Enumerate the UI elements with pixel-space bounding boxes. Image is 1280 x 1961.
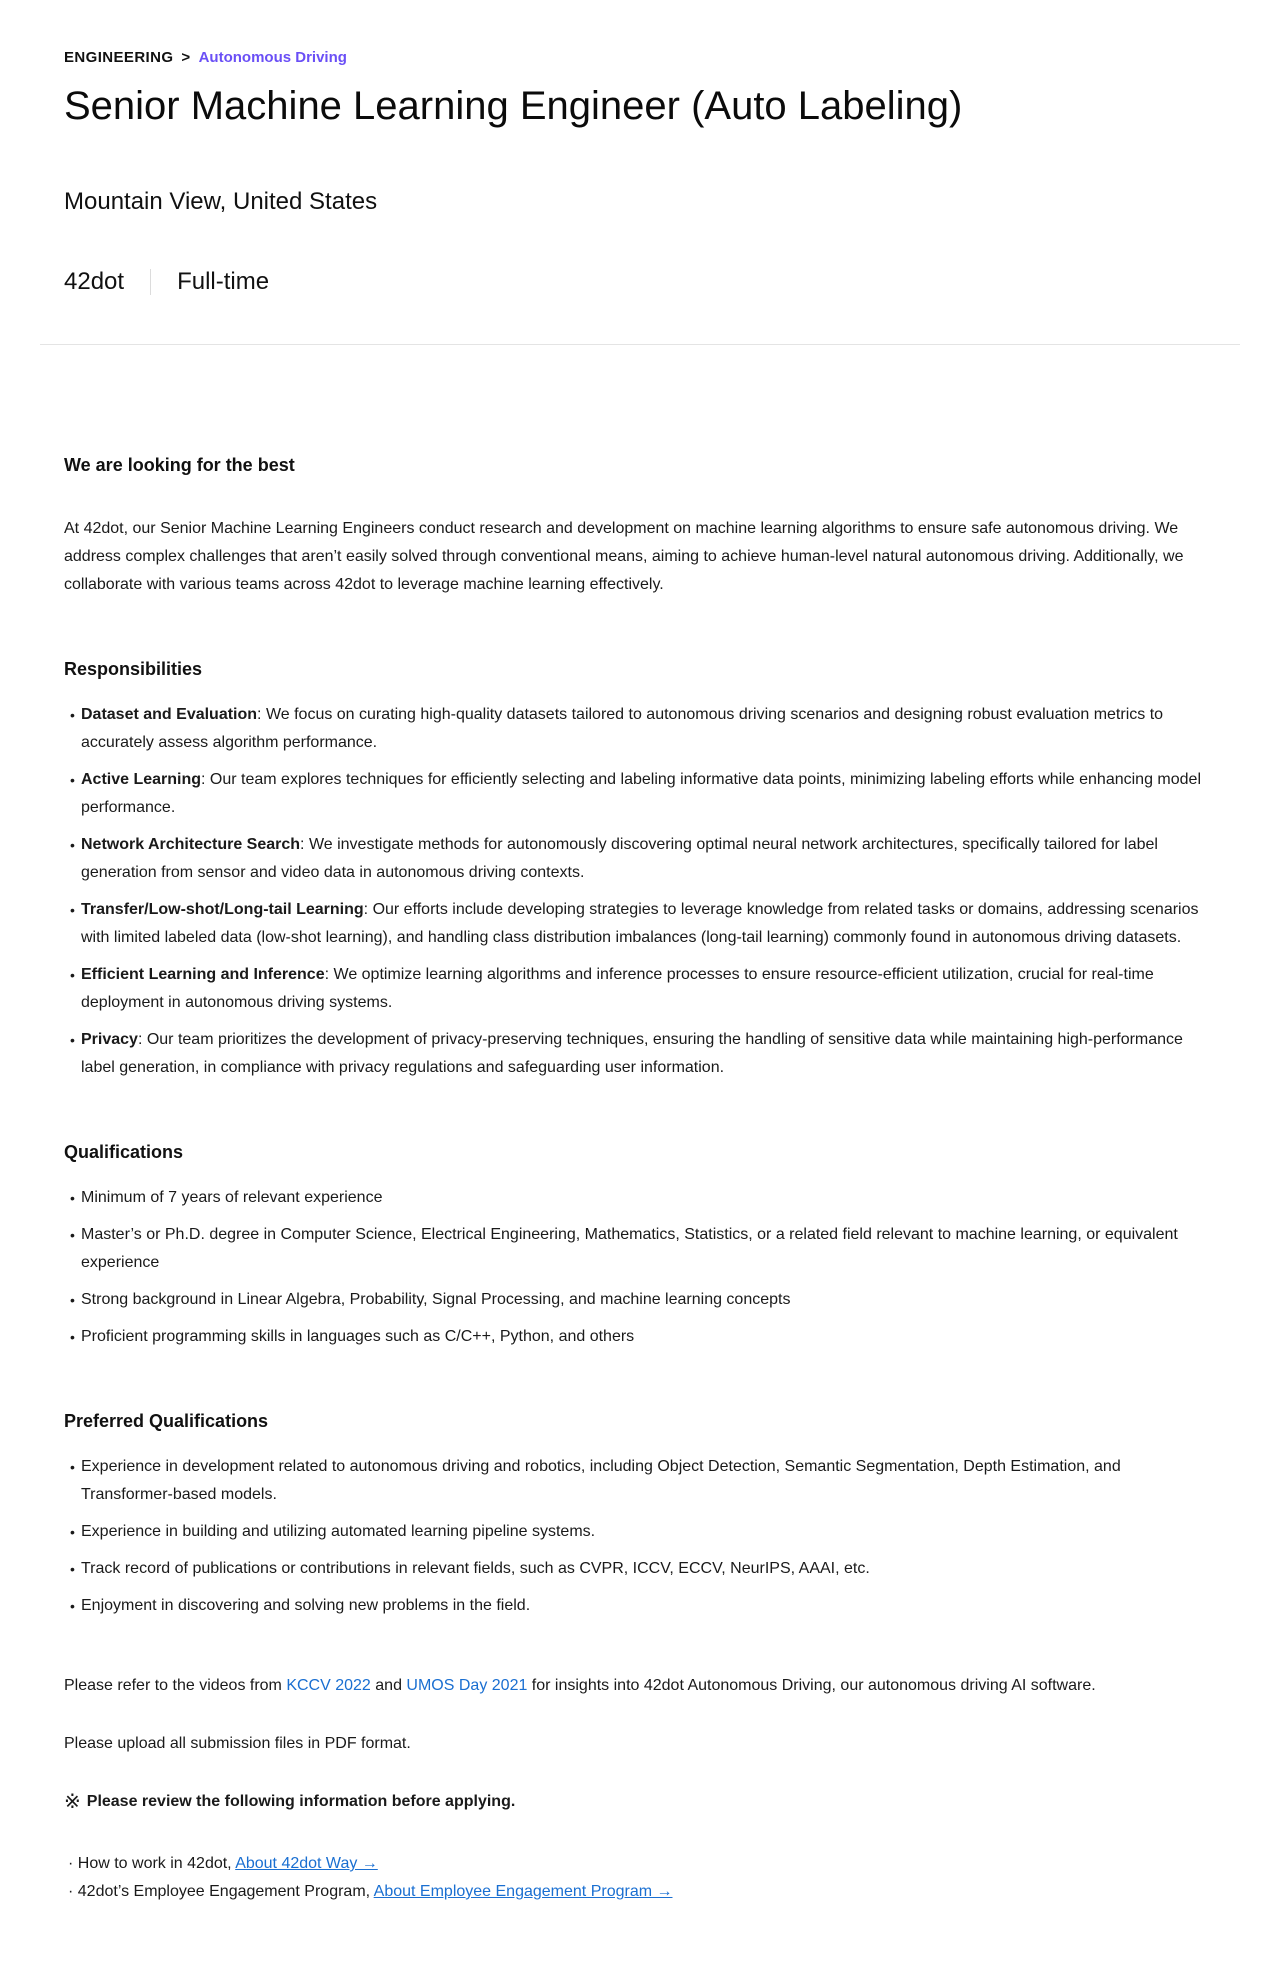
company-name: 42dot <box>64 268 125 295</box>
job-description <box>0 451 1280 1906</box>
umos-day-2021-link[interactable]: UMOS Day 2021 <box>406 1677 528 1694</box>
preferred-qualifications-section <box>64 1407 1216 1620</box>
intro-section <box>64 451 1216 599</box>
item-text: : We investigate methods for autonomously discovering optimal neural network architectures, specifically tailored for label generation from sensor and video data in autonomous driving contexts. <box>81 836 1158 881</box>
list-item: • Strong background in Linear Algebra, Probability, Signal Processing, and machine learning concepts <box>64 1286 1216 1314</box>
item-text: : Our team prioritizes the development of privacy-preserving techniques, ensuring the handling of sensitive data while maintaining high-performance label generation, in compliance with privacy regulations and safeguarding user information. <box>81 1031 1183 1076</box>
item-term: Dataset and Evaluation <box>81 706 258 723</box>
list-item <box>64 831 1216 887</box>
line-prefix: · How to work in 42dot, <box>68 1855 236 1872</box>
item-term: Transfer/Low-shot/Long-tail Learning <box>81 901 364 918</box>
item-term: Efficient Learning and Inference <box>81 966 325 983</box>
intro-text: At 42dot, our Senior Machine Learning Engineers conduct research and development on machine learning algorithms to ensure safe autonomous driving. We address complex challenges that aren’t easily solved through conventional means, aiming to achieve human-level natural autonomous driving. Additionally, we collaborate with various teams across 42dot to leverage machine learning effectively. <box>64 520 1184 593</box>
about-42dot-way-link[interactable]: About 42dot Way → <box>235 1855 378 1872</box>
list-item <box>64 896 1216 952</box>
refer-text-after: for insights into 42dot Autonomous Driving, our autonomous driving AI software. <box>527 1677 1096 1694</box>
list-item: • Experience in development related to autonomous driving and robotics, including Object Detection, Semantic Segmentation, Depth Estimation, and Transformer-based models. <box>64 1453 1216 1509</box>
engagement-program-line <box>64 1878 1216 1906</box>
review-notice <box>64 1788 1216 1816</box>
intro-heading: We are looking for the best <box>64 455 295 475</box>
about-engagement-program-link[interactable]: About Employee Engagement Program → <box>373 1883 673 1900</box>
header-divider <box>40 344 1240 345</box>
list-item <box>64 1026 1216 1082</box>
notice-text: Please review the following information before applying. <box>86 1793 516 1810</box>
how-to-work-line <box>64 1850 1216 1878</box>
responsibilities-list <box>64 701 1216 1082</box>
employment-type: Full-time <box>177 268 270 295</box>
responsibilities-section <box>64 655 1216 1082</box>
list-item: • Proficient programming skills in languages such as C/C++, Python, and others <box>64 1323 1216 1351</box>
list-item <box>64 766 1216 822</box>
item-text: : Our team explores techniques for efficiently selecting and labeling informative data points, minimizing labeling efforts while enhancing model performance. <box>81 771 1201 816</box>
qualifications-heading: Qualifications <box>64 1142 184 1162</box>
list-item: • Track record of publications or contributions in relevant fields, such as CVPR, ICCV, ECCV, NeurIPS, AAAI, etc. <box>64 1555 1216 1583</box>
list-item: • Minimum of 7 years of relevant experience <box>64 1184 1216 1212</box>
breadcrumb <box>64 48 1216 68</box>
preferred-list <box>64 1453 1216 1620</box>
item-text: : We optimize learning algorithms and inference processes to ensure resource-efficient utilization, crucial for real-time deployment in autonomous driving systems. <box>81 966 1154 1011</box>
refer-text-before: Please refer to the videos from <box>64 1677 287 1694</box>
list-item <box>64 701 1216 757</box>
item-text: : We focus on curating high-quality datasets tailored to autonomous driving scenarios and designing robust evaluation metrics to accurately assess algorithm performance. <box>81 706 1164 751</box>
list-item: • Master’s or Ph.D. degree in Computer Science, Electrical Engineering, Mathematics, Statistics, or a related field relevant to machine learning, or equivalent experience <box>64 1221 1216 1277</box>
kccv-2022-link[interactable]: KCCV 2022 <box>286 1677 371 1694</box>
item-term: Active Learning <box>81 771 202 788</box>
job-header <box>0 0 1280 298</box>
breadcrumb-separator: > <box>181 49 191 66</box>
refer-text-middle: and <box>370 1677 407 1694</box>
list-item: • Experience in building and utilizing automated learning pipeline systems. <box>64 1518 1216 1546</box>
qualifications-section <box>64 1138 1216 1351</box>
item-term: Network Architecture Search <box>81 836 301 853</box>
upload-note: Please upload all submission files in PDF format. <box>64 1735 411 1752</box>
job-title: Senior Machine Learning Engineer (Auto Labeling) <box>64 84 963 128</box>
breadcrumb-category[interactable]: Autonomous Driving <box>198 49 347 66</box>
item-text: : Our efforts include developing strategies to leverage knowledge from related tasks or domains, addressing scenarios with limited labeled data (low-shot learning), and handling class distribution imbalances (long-tail learning) commonly found in autonomous driving datasets. <box>81 901 1199 946</box>
qualifications-list <box>64 1184 1216 1351</box>
line-prefix: · 42dot’s Employee Engagement Program, <box>68 1883 374 1900</box>
preferred-heading: Preferred Qualifications <box>64 1411 269 1431</box>
responsibilities-heading: Responsibilities <box>64 659 203 679</box>
job-meta <box>64 266 1216 298</box>
item-term: Privacy <box>81 1031 138 1048</box>
list-item: • Enjoyment in discovering and solving new problems in the field. <box>64 1592 1216 1620</box>
job-location: Mountain View, United States <box>64 188 378 215</box>
meta-divider <box>150 269 151 295</box>
list-item <box>64 961 1216 1017</box>
reference-mark-icon: ※ <box>64 1791 81 1813</box>
info-links <box>64 1850 1216 1906</box>
breadcrumb-department[interactable]: ENGINEERING <box>64 49 174 66</box>
video-reference <box>64 1672 1216 1700</box>
